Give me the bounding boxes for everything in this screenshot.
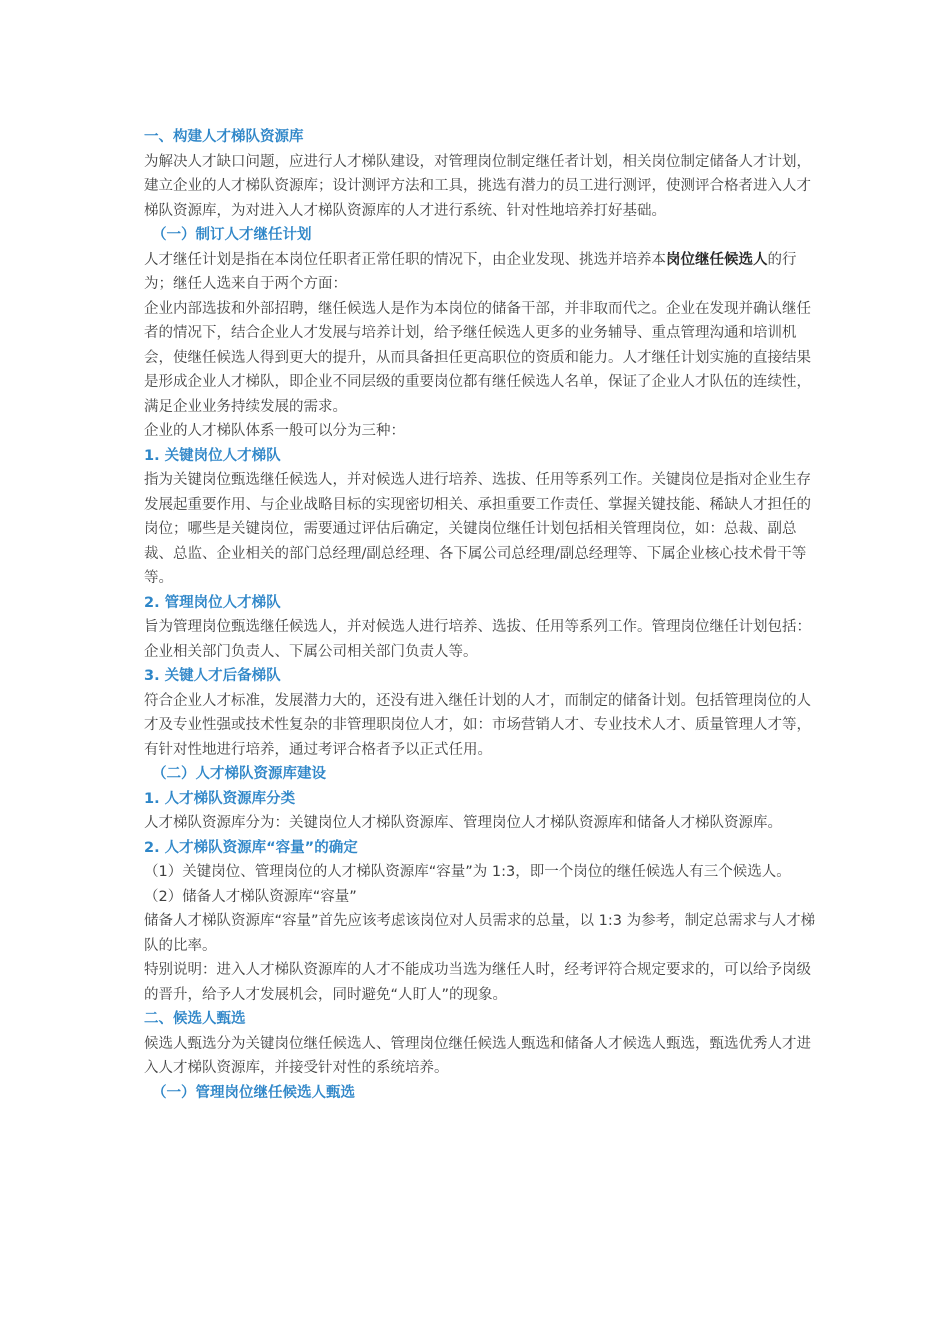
section-heading: 二、候选人甄选 <box>144 1011 246 1027</box>
subsection-heading: （一）管理岗位继任候选人甄选 <box>152 1084 355 1101</box>
paragraph: （1）关键岗位、管理岗位的人才梯队资源库“容量”为 1:3，即一个岗位的继任候选人有三个候选人。 <box>144 864 791 880</box>
paragraph: 候选人甄选分为关键岗位继任候选人、管理岗位继任候选人甄选和储备人才候选人甄选，甄选优秀人才进入人才梯队资源库，并接受针对性的系统培养。 <box>144 1035 811 1076</box>
text-run: 的行为；继任人选来自于两个方面： <box>144 251 797 292</box>
numbered-heading: 2. 管理岗位人才梯队 <box>144 594 281 611</box>
text-run: 人才继任计划是指在本岗位任职者正常任职的情况下，由企业发现、挑选并培养本 <box>144 251 666 268</box>
subsection-heading: （一）制订人才继任计划 <box>152 227 312 243</box>
paragraph: 企业的人才梯队体系一般可以分为三种： <box>144 423 405 439</box>
paragraph: 符合企业人才标准，发展潜力大的，还没有进入继任计划的人才，而制定的储备计划。包括管理岗位的人才及专业性强或技术性复杂的非管理职岗位人才，如：市场营销人才、专业技术人才、质量管理人才等，有针对性地进行培养，通过考评合格者予以正式任用。 <box>144 692 811 758</box>
numbered-heading: 1. 人才梯队资源库分类 <box>144 790 296 807</box>
paragraph: （2）储备人才梯队资源库“容量” <box>144 888 357 905</box>
paragraph: 指为关键岗位甄选继任候选人，并对候选人进行培养、选拔、任用等系列工作。关键岗位是指对企业生存发展起重要作用、与企业战略目标的实现密切相关、承担重要工作责任、掌握关键技能、稀缺人才担任的岗位；哪些是关键岗位，需要通过评估后确定，关键岗位继任计划包括相关管理岗位，如：总裁、副总裁、总监、企业相关的部门总经理/副总经理、各下属公司总经理/副总经理等、下属企业核心技术骨干等等。 <box>144 472 811 586</box>
paragraph: 为解决人才缺口问题，应进行人才梯队建设，对管理岗位制定继任者计划，相关岗位制定储备人才计划，建立企业的人才梯队资源库；设计测评方法和工具，挑选有潜力的员工进行测评，使测评合格者进入人才梯队资源库，为对进入人才梯队资源库的人才进行系统、针对性地培养打好基础。 <box>144 153 811 219</box>
section-heading: 一、构建人才梯队资源库 <box>144 129 304 145</box>
numbered-heading: 3. 关键人才后备梯队 <box>144 668 281 684</box>
paragraph: 特别说明：进入人才梯队资源库的人才不能成功当选为继任人时，经考评符合规定要求的，可以给予岗级的晋升，给予人才发展机会，同时避免“人盯人”的现象。 <box>144 962 811 1003</box>
numbered-heading: 2. 人才梯队资源库“容量”的确定 <box>144 839 358 856</box>
paragraph: 人才梯队资源库分为：关键岗位人才梯队资源库、管理岗位人才梯队资源库和储备人才梯队资源库。 <box>144 815 782 831</box>
subsection-heading: （二）人才梯队资源库建设 <box>152 766 326 782</box>
bold-term: 岗位继任候选人 <box>666 251 768 268</box>
paragraph: 企业内部选拔和外部招聘，继任候选人是作为本岗位的储备干部，并非取而代之。企业在发现并确认继任者的情况下，结合企业人才发展与培养计划，给予继任候选人更多的业务辅导、重点管理沟通和培训机会，使继任候选人得到更大的提升，从而具备担任更高职位的资质和能力。人才继任计划实施的直接结果是形成企业人才梯队，即企业不同层级的重要岗位都有继任候选人名单，保证了企业人才队伍的连续性，满足企业业务持续发展的需求。 <box>144 300 811 415</box>
numbered-heading: 1. 关键岗位人才梯队 <box>144 447 281 464</box>
paragraph-with-bold <box>144 248 816 297</box>
document-body <box>144 125 816 1105</box>
paragraph: 旨为管理岗位甄选继任候选人，并对候选人进行培养、选拔、任用等系列工作。管理岗位继任计划包括：企业相关部门负责人、下属公司相关部门负责人等。 <box>144 619 811 660</box>
paragraph: 储备人才梯队资源库“容量”首先应该考虑该岗位对人员需求的总量，以 1:3 为参考，制定总需求与人才梯队的比率。 <box>144 913 816 954</box>
